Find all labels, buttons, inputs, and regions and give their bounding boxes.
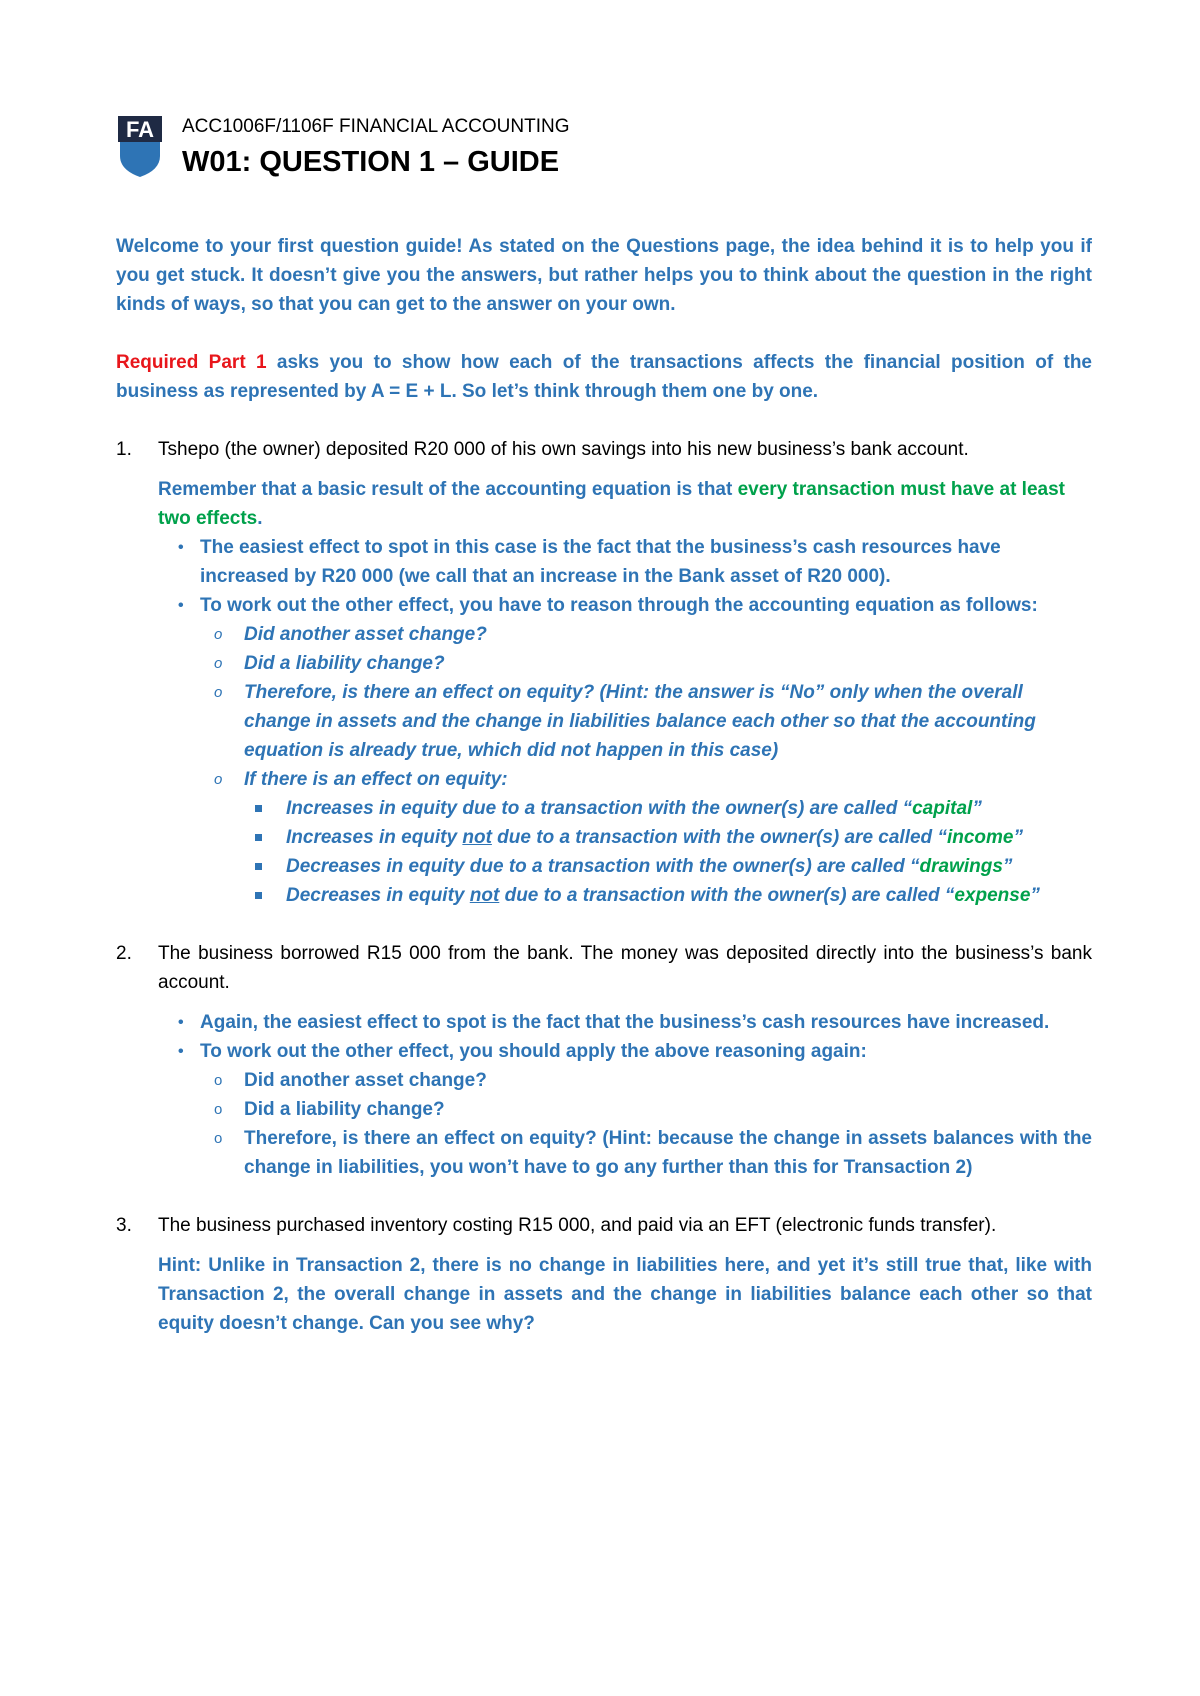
- bullet-marker: •: [178, 539, 184, 556]
- square-marker: [255, 892, 262, 899]
- hint-note: Hint: Unlike in Transaction 2, there is no change in liabilities here, and yet it’s still true that, like with Transaction 2, the overall change in assets and the change in liabilities balance each other so that equity doesn’t change. Can you see why?: [158, 1255, 1092, 1334]
- sub-list-item: o Therefore, is there an effect on equity? (Hint: because the change in assets balances with the change in liabilities, you won’t have to go any further than this for Transaction 2): [116, 1124, 1092, 1182]
- list-item: • The easiest effect to spot in this case is the fact that the business’s cash resources have increased by R20 000 (we call that an increase in the Bank asset of R20 000).: [116, 533, 1092, 591]
- sub-list-item: o Did a liability change?: [116, 1095, 1092, 1124]
- bullet-marker: •: [178, 1043, 184, 1060]
- circle-marker: o: [214, 771, 223, 788]
- list-item: • To work out the other effect, you should apply the above reasoning again:: [116, 1037, 1092, 1066]
- sub-list-item: o Therefore, is there an effect on equity? (Hint: the answer is “No” only when the overall change in assets and the change in liabilities balance each other so that the accounting equation is already true, which did not happen in this case): [116, 678, 1092, 765]
- remember-note: Remember that a basic result of the accounting equation is that every transaction must have at least two effects.: [158, 479, 1065, 529]
- key-phrase: every transaction must have at least two effects: [158, 479, 1065, 529]
- question-1: [116, 435, 1092, 464]
- question-number: 2.: [116, 943, 132, 964]
- question-text: The business borrowed R15 000 from the bank. The money was deposited directly into the business’s bank account.: [158, 943, 1092, 993]
- question-3: [116, 1211, 1092, 1240]
- square-list-item: Increases in equity not due to a transaction with the owner(s) are called “income”: [116, 823, 1092, 852]
- question-text: The business purchased inventory costing R15 000, and paid via an EFT (electronic funds transfer).: [158, 1215, 997, 1236]
- required-text: asks you to show how each of the transactions affects the financial position of the business as represented by A = E + L. So let’s think through them one by one.: [116, 352, 1092, 402]
- sub-list-item: o Did a liability change?: [116, 649, 1092, 678]
- circle-marker: o: [214, 1072, 223, 1089]
- circle-marker: o: [214, 626, 223, 643]
- bullet-marker: •: [178, 1014, 184, 1031]
- bullet-marker: •: [178, 597, 184, 614]
- circle-marker: o: [214, 1101, 223, 1118]
- sub-list-item: o If there is an effect on equity:: [116, 765, 1092, 794]
- question-2: [116, 939, 1092, 997]
- required-paragraph: [116, 348, 1092, 406]
- circle-marker: o: [214, 655, 223, 672]
- circle-marker: o: [214, 1130, 223, 1147]
- circle-marker: o: [214, 684, 223, 701]
- question-number: 1.: [116, 439, 132, 460]
- square-list-item: Increases in equity due to a transaction with the owner(s) are called “capital”: [116, 794, 1092, 823]
- square-marker: [255, 863, 262, 870]
- page-title: W01: QUESTION 1 – GUIDE: [182, 146, 560, 178]
- required-label: Required Part 1: [116, 352, 267, 373]
- question-text: Tshepo (the owner) deposited R20 000 of his own savings into his new business’s bank account.: [158, 439, 969, 460]
- sub-list-item: o Did another asset change?: [116, 620, 1092, 649]
- intro-paragraph: Welcome to your first question guide! As stated on the Questions page, the idea behind it is to help you if you get stuck. It doesn’t give you the answers, but rather helps you to think about the question in the right kinds of ways, so that you can get to the answer on your own.: [116, 236, 1092, 315]
- question-number: 3.: [116, 1215, 132, 1236]
- logo-text: FA: [125, 117, 155, 142]
- fa-shield-logo: [118, 116, 162, 178]
- list-item: • Again, the easiest effect to spot is the fact that the business’s cash resources have increased.: [116, 1008, 1092, 1037]
- square-list-item: Decreases in equity not due to a transaction with the owner(s) are called “expense”: [116, 881, 1092, 910]
- course-code: ACC1006F/1106F FINANCIAL ACCOUNTING: [182, 116, 570, 137]
- square-marker: [255, 834, 262, 841]
- square-list-item: Decreases in equity due to a transaction with the owner(s) are called “drawings”: [116, 852, 1092, 881]
- sub-list-item: o Did another asset change?: [116, 1066, 1092, 1095]
- square-marker: [255, 805, 262, 812]
- guide-body: [116, 232, 1092, 1338]
- list-item: • To work out the other effect, you have to reason through the accounting equation as follows:: [116, 591, 1092, 620]
